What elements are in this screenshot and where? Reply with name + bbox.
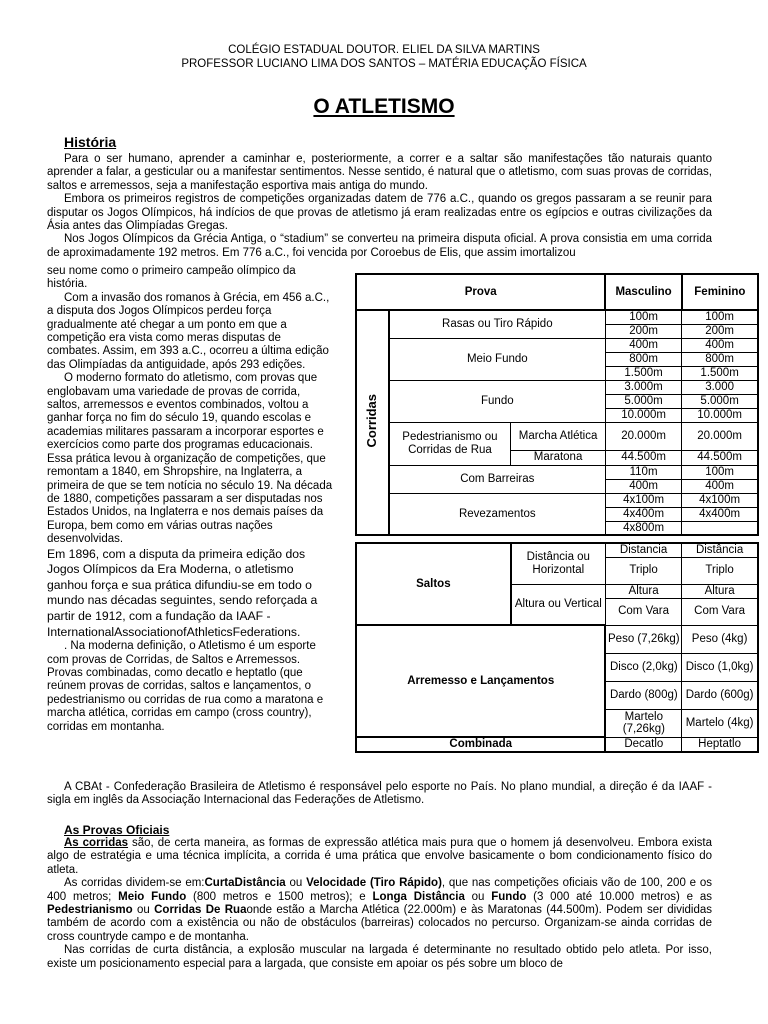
- section-heading-provas: As Provas Oficiais: [64, 823, 170, 837]
- provas-table: [355, 273, 759, 536]
- row-barreiras: Com Barreiras: [389, 465, 606, 493]
- cell-masc: Altura: [605, 584, 681, 598]
- paragraph: seu nome como o primeiro campeão olímpico da história.: [47, 265, 296, 291]
- cell-fem: 400m: [682, 479, 758, 493]
- historia-left-column: [47, 265, 335, 734]
- label-corridas: Corridas: [364, 394, 380, 448]
- cell-fem: 200m: [682, 324, 758, 338]
- group-combinada: Combinada: [356, 737, 605, 752]
- row-rasas: Rasas ou Tiro Rápido: [389, 310, 606, 338]
- cell-masc: 4x100m: [605, 493, 681, 507]
- row-revezamentos: Revezamentos: [389, 493, 606, 535]
- row-fundo: Fundo: [389, 380, 606, 422]
- cell-fem: 100m: [682, 310, 758, 324]
- cell-masc: 5.000m: [605, 394, 681, 408]
- cell-masc: Com Vara: [605, 598, 681, 625]
- row-distancia: Distância ou Horizontal: [511, 543, 606, 584]
- cell-masc: 100m: [605, 310, 681, 324]
- paragraph: Nos Jogos Olímpicos da Grécia Antiga, o “stadium” se converteu na primeira disputa oficial. A prova consistia em uma corrida de aproximadamente 192 metros. Em 776 a.C., foi vencida por Coroebus de Elis, que assim imortalizou: [47, 233, 712, 259]
- cell-fem: 100m: [682, 465, 758, 479]
- row-meio-fundo: Meio Fundo: [389, 338, 606, 380]
- group-corridas: [356, 310, 389, 535]
- paragraph: Em 1896, com a disputa da primeira edição dos Jogos Olímpicos da Era Moderna, o atletismo ganhou força e sua prática difundiu-se em todo o mundo nas décadas seguintes, sendo reforçada a partir de 1912, com a fundação da IAAF - InternationalAssociationofAthleticsFederations.: [47, 546, 318, 639]
- cell-masc: Decatlo: [605, 737, 681, 752]
- cell-masc: 4x800m: [605, 521, 681, 535]
- header-masculino: Masculino: [605, 274, 681, 310]
- cell-fem: 400m: [682, 338, 758, 352]
- paragraph: Com a invasão dos romanos à Grécia, em 456 a.C., a disputa dos Jogos Olímpicos perdeu força gradualmente até chegar a um ponto em que a competição era vista como meras disputas de combates. Assim, em 393 a.C., ocorreu a última edição das Olimpíadas da antiguidade, após 293 edições.: [47, 291, 330, 371]
- cell-fem: Peso (4kg): [682, 625, 758, 653]
- teacher-line: PROFESSOR LUCIANO LIMA DOS SANTOS – MATÉRIA EDUCAÇÃO FÍSICA: [181, 58, 587, 70]
- cell-masc: 800m: [605, 352, 681, 366]
- school-name: COLÉGIO ESTADUAL DOUTOR. ELIEL DA SILVA MARTINS: [228, 44, 540, 56]
- cell-fem: 3.000: [682, 380, 758, 394]
- historia-intro: [47, 153, 712, 260]
- cell-masc: Triplo: [605, 557, 681, 584]
- cell-fem: [682, 521, 758, 535]
- row-marcha: Marcha Atlética: [511, 422, 606, 450]
- paragraph: As corridas são, de certa maneira, as formas de expressão atlética mais pura que o homem já desenvolveu. Embora exista algo de estratégia e uma técnica implícita, a corrida é uma prática que envolve basicamente o bom condicionamento físico do atleta.: [47, 837, 712, 876]
- cell-fem: 4x400m: [682, 507, 758, 521]
- section-heading-historia: História: [64, 134, 117, 150]
- group-saltos: Saltos: [356, 543, 511, 625]
- cell-masc: 400m: [605, 479, 681, 493]
- paragraph: A CBAt - Confederação Brasileira de Atletismo é responsável pelo esporte no País. No plano mundial, a direção é da IAAF - sigla em inglês da Associação Internacional das Federações de Atletismo.: [47, 781, 712, 807]
- paragraph: . Na moderna definição, o Atletismo é um esporte com provas de Corridas, de Saltos e Arremessos. Provas combinadas, como decatlo e heptatlo (que reúnem provas de corridas, saltos e lançamentos, o pedestrianismo ou corridas de rua como a maratona e marcha atlética, corridas em campo (cross country), corridas em montanha.: [47, 640, 324, 733]
- cell-masc: 400m: [605, 338, 681, 352]
- cell-masc: 44.500m: [605, 450, 681, 465]
- cell-fem: 20.000m: [682, 422, 758, 450]
- cell-masc: Martelo (7,26kg): [605, 709, 681, 737]
- paragraph: O moderno formato do atletismo, com provas que englobavam uma variedade de provas de corrida, saltos, arremessos e eventos combinados, voltou a ganhar força no fim do século 19, quando escolas e academias militares passaram a incorporar esportes e exercícios como parte dos programas educacionais. Essa prática levou à organização de competições, que remontam a 1840, em Shropshire, na Inglaterra, a primeira de que se tem notícia no século 19. Na década de 1880, competições passaram a ser disputadas nos Estados Unidos, na Inglaterra e nos demais países da Europa, bem como em várias outras nações desenvolvidas.: [47, 372, 333, 546]
- cell-masc: 4x400m: [605, 507, 681, 521]
- paragraph: Nas corridas de curta distância, a explosão muscular na largada é determinante no resultado obtido pelo atleta. Por isso, existe um posicionamento especial para a largada, que consiste em apoiar os pés sobre um bloco de: [47, 944, 712, 970]
- cell-fem: 44.500m: [682, 450, 758, 465]
- cell-fem: 5.000m: [682, 394, 758, 408]
- cell-masc: Dardo (800g): [605, 681, 681, 709]
- row-altura: Altura ou Vertical: [511, 584, 606, 625]
- cell-masc: 110m: [605, 465, 681, 479]
- group-arremesso: Arremesso e Lançamentos: [356, 625, 605, 737]
- cell-fem: Triplo: [682, 557, 758, 584]
- paragraph: As corridas dividem-se em:CurtaDistância ou Velocidade (Tiro Rápido), que nas competições oficiais vão de 100, 200 e os 400 metros; Meio Fundo (800 metros e 1500 metros); e Longa Distância ou Fundo (3 000 até 10.000 metros) e as Pedestrianismo ou Corridas De Ruaonde estão a Marcha Atlética (22.000m) e às Maratonas (44.500m). Podem ser divididas também de acordo com a existência ou não de obstáculos (barreiras) colocados no percurso. Organizam-se ainda corridas de cross countryde campo e de montanha.: [47, 877, 712, 943]
- paragraph: Para o ser humano, aprender a caminhar e, posteriormente, a correr e a saltar são manifestações tão naturais quanto aprender a falar, a gesticular ou a manifestar sentimentos. Nesse sentido, é natural que o atletismo, com suas provas de corridas, saltos e arremessos, seja a manifestação esportiva mais antiga do mundo.: [47, 153, 712, 192]
- cell-fem: Martelo (4kg): [682, 709, 758, 737]
- paragraph: Embora os primeiros registros de competições organizadas datem de 776 a.C., quando os gregos passaram a se reunir para disputar os Jogos Olímpicos, há indícios de que provas de atletismo já eram realizadas entre os egípcios e outras civilizações da Ásia antes das Olimpíadas Gregas.: [47, 193, 712, 233]
- cell-masc: 3.000m: [605, 380, 681, 394]
- cell-masc: Disco (2,0kg): [605, 653, 681, 681]
- cell-fem: 800m: [682, 352, 758, 366]
- corridas-lead: As corridas: [64, 837, 129, 849]
- cell-fem: Disco (1,0kg): [682, 653, 758, 681]
- cell-masc: 10.000m: [605, 408, 681, 422]
- historia-cbat: [47, 781, 712, 808]
- cell-fem: Heptatlo: [682, 737, 758, 752]
- cell-fem: 10.000m: [682, 408, 758, 422]
- cell-fem: 1.500m: [682, 366, 758, 380]
- cell-fem: Distância: [682, 543, 758, 557]
- cell-masc: 20.000m: [605, 422, 681, 450]
- cell-masc: 200m: [605, 324, 681, 338]
- row-pedestrianismo: Pedestrianismo ou Corridas de Rua: [389, 422, 511, 465]
- header-feminino: Feminino: [682, 274, 758, 310]
- cell-masc: Distancia: [605, 543, 681, 557]
- cell-fem: Dardo (600g): [682, 681, 758, 709]
- cell-fem: Altura: [682, 584, 758, 598]
- cell-fem: 4x100m: [682, 493, 758, 507]
- cell-masc: 1.500m: [605, 366, 681, 380]
- provas-table-lower: [355, 542, 759, 753]
- header-prova: Prova: [356, 274, 605, 310]
- provas-text: [47, 837, 712, 971]
- page-title: O ATLETISMO: [313, 95, 455, 118]
- cell-masc: Peso (7,26kg): [605, 625, 681, 653]
- cell-fem: Com Vara: [682, 598, 758, 625]
- row-maratona: Maratona: [511, 450, 606, 465]
